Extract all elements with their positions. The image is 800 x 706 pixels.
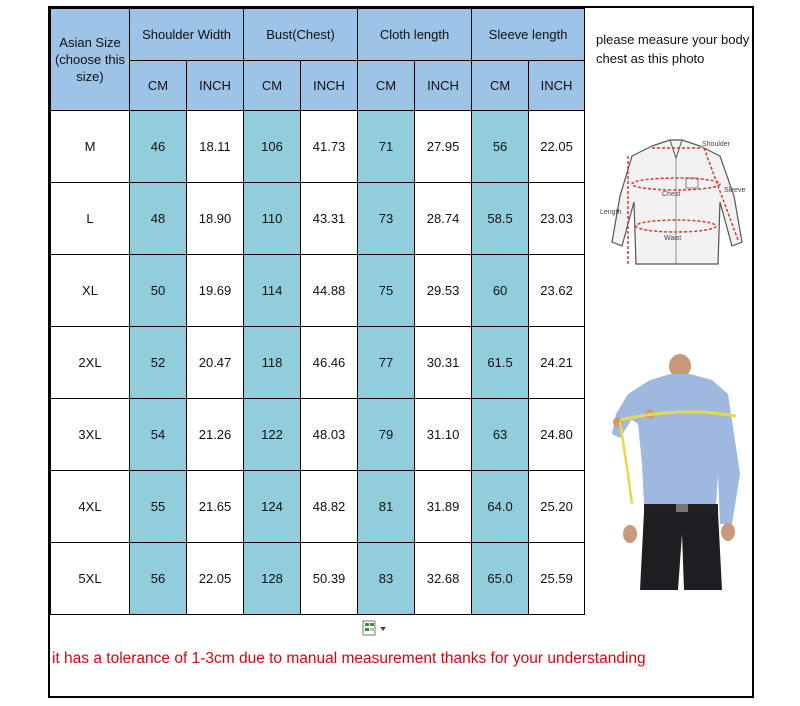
cm-value-cell: 73 — [358, 183, 415, 255]
inch-value-cell: 23.03 — [529, 183, 585, 255]
cm-value-cell: 81 — [358, 471, 415, 543]
inch-value-cell: 21.65 — [187, 471, 244, 543]
inch-value-cell: 46.46 — [301, 327, 358, 399]
paste-options-icon[interactable] — [362, 620, 388, 636]
cm-value-cell: 55 — [130, 471, 187, 543]
unit-header: INCH — [529, 61, 585, 111]
chest-measure-photo — [610, 354, 752, 590]
cm-value-cell: 128 — [244, 543, 301, 615]
unit-header: CM — [244, 61, 301, 111]
inch-value-cell: 32.68 — [415, 543, 472, 615]
header-row-units — [51, 61, 585, 111]
cm-value-cell: 56 — [472, 111, 529, 183]
size-cell: 3XL — [51, 399, 130, 471]
cm-value-cell: 75 — [358, 255, 415, 327]
inch-value-cell: 25.59 — [529, 543, 585, 615]
inch-value-cell: 44.88 — [301, 255, 358, 327]
inch-value-cell: 29.53 — [415, 255, 472, 327]
tolerance-note: it has a tolerance of 1-3cm due to manual measurement thanks for your understanding — [52, 650, 646, 667]
cm-value-cell: 114 — [244, 255, 301, 327]
unit-header: INCH — [301, 61, 358, 111]
unit-header: INCH — [415, 61, 472, 111]
size-cell: 4XL — [51, 471, 130, 543]
header-row-groups — [51, 9, 585, 61]
unit-header: CM — [472, 61, 529, 111]
size-cell: 2XL — [51, 327, 130, 399]
cm-value-cell: 48 — [130, 183, 187, 255]
inch-value-cell: 24.21 — [529, 327, 585, 399]
table-row — [51, 471, 585, 543]
cm-value-cell: 122 — [244, 399, 301, 471]
inch-value-cell: 43.31 — [301, 183, 358, 255]
table-row — [51, 543, 585, 615]
cm-value-cell: 83 — [358, 543, 415, 615]
inch-value-cell: 22.05 — [187, 543, 244, 615]
cm-value-cell: 124 — [244, 471, 301, 543]
inch-value-cell: 21.26 — [187, 399, 244, 471]
inch-value-cell: 22.05 — [529, 111, 585, 183]
table-row — [51, 327, 585, 399]
inch-value-cell: 50.39 — [301, 543, 358, 615]
inch-value-cell: 30.31 — [415, 327, 472, 399]
cm-value-cell: 52 — [130, 327, 187, 399]
inch-value-cell: 31.10 — [415, 399, 472, 471]
cm-value-cell: 56 — [130, 543, 187, 615]
cm-value-cell: 77 — [358, 327, 415, 399]
unit-header: CM — [130, 61, 187, 111]
diagram-label-length: Length — [600, 209, 622, 216]
size-chart-frame — [48, 6, 754, 698]
inch-value-cell: 19.69 — [187, 255, 244, 327]
cm-value-cell: 61.5 — [472, 327, 529, 399]
cm-value-cell: 110 — [244, 183, 301, 255]
group-header-bust: Bust(Chest) — [244, 9, 358, 61]
size-cell: XL — [51, 255, 130, 327]
size-cell: 5XL — [51, 543, 130, 615]
cm-value-cell: 46 — [130, 111, 187, 183]
inch-value-cell: 28.74 — [415, 183, 472, 255]
inch-value-cell: 48.82 — [301, 471, 358, 543]
table-row — [51, 183, 585, 255]
cm-value-cell: 65.0 — [472, 543, 529, 615]
inch-value-cell: 18.11 — [187, 111, 244, 183]
cm-value-cell: 54 — [130, 399, 187, 471]
unit-header: CM — [358, 61, 415, 111]
group-header-cloth-length: Cloth length — [358, 9, 472, 61]
inch-value-cell: 20.47 — [187, 327, 244, 399]
cm-value-cell: 63 — [472, 399, 529, 471]
table-row — [51, 255, 585, 327]
inch-value-cell: 27.95 — [415, 111, 472, 183]
inch-value-cell: 18.90 — [187, 183, 244, 255]
cm-value-cell: 106 — [244, 111, 301, 183]
shirt-measurement-diagram — [600, 136, 750, 274]
size-cell: L — [51, 183, 130, 255]
diagram-label-sleeve: Sleeve — [724, 187, 746, 194]
size-column-header: Asian Size (choose this size) — [51, 9, 130, 111]
cm-value-cell: 60 — [472, 255, 529, 327]
cm-value-cell: 50 — [130, 255, 187, 327]
table-row — [51, 399, 585, 471]
inch-value-cell: 48.03 — [301, 399, 358, 471]
diagram-label-shoulder: Shoulder — [702, 141, 731, 148]
inch-value-cell: 24.80 — [529, 399, 585, 471]
size-cell: M — [51, 111, 130, 183]
group-header-sleeve-length: Sleeve length — [472, 9, 585, 61]
diagram-label-chest: Chest — [662, 191, 681, 198]
cm-value-cell: 58.5 — [472, 183, 529, 255]
inch-value-cell: 31.89 — [415, 471, 472, 543]
diagram-label-waist: Waist — [664, 235, 682, 242]
cm-value-cell: 64.0 — [472, 471, 529, 543]
unit-header: INCH — [187, 61, 244, 111]
measure-hint: please measure your body chest as this photo — [596, 32, 750, 66]
size-chart-table — [50, 8, 585, 615]
inch-value-cell: 23.62 — [529, 255, 585, 327]
cm-value-cell: 79 — [358, 399, 415, 471]
table-row — [51, 111, 585, 183]
cm-value-cell: 118 — [244, 327, 301, 399]
cm-value-cell: 71 — [358, 111, 415, 183]
group-header-shoulder: Shoulder Width — [130, 9, 244, 61]
inch-value-cell: 25.20 — [529, 471, 585, 543]
inch-value-cell: 41.73 — [301, 111, 358, 183]
